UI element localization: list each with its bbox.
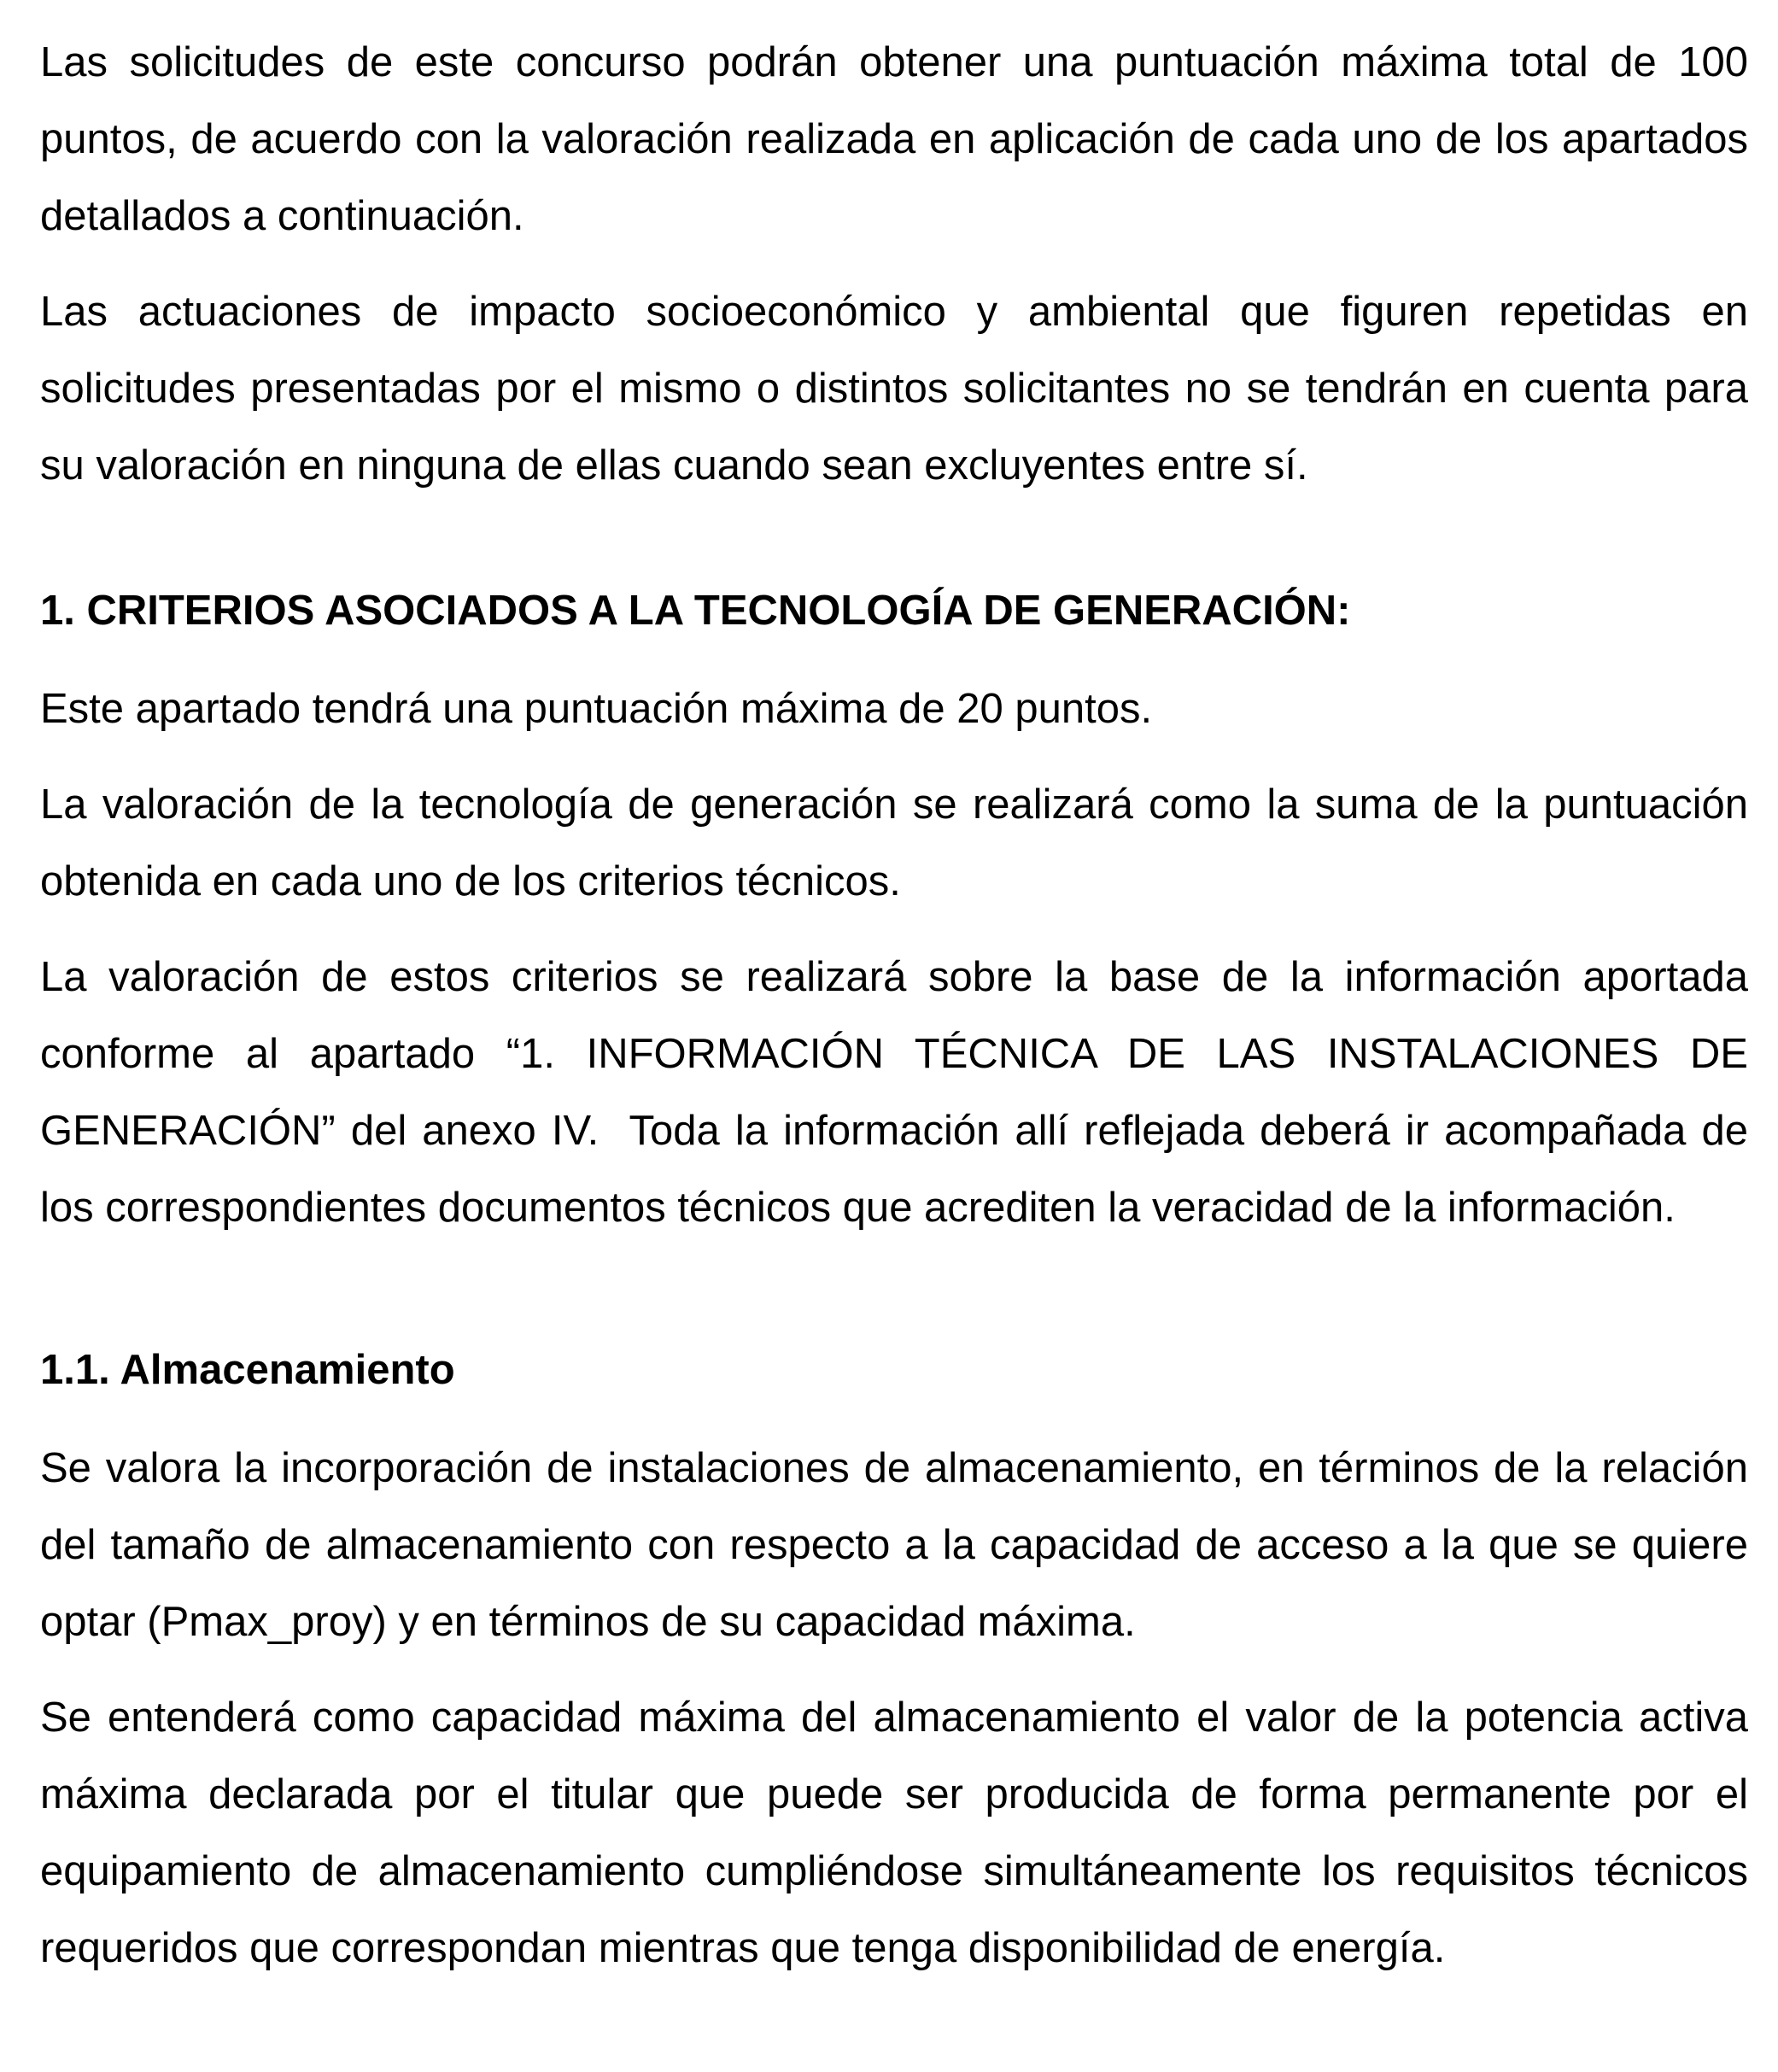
heading-subsection-1-1-almacenamiento: 1.1. Almacenamiento [40, 1347, 455, 1393]
paragraph-section-max-points: Este apartado tendrá una puntuación máxima de 20 puntos. [40, 686, 1153, 732]
paragraph-max-total-score: Las solicitudes de este concurso podrán obtener una puntuación máxima total de 100 puntos, de acuerdo con la valoración realizada en aplicación de cada uno de los apartados detallados a continuación. [40, 39, 1748, 239]
paragraph-valora-incorporacion-almacenamiento: Se valora la incorporación de instalaciones de almacenamiento, en términos de la relación del tamaño de almacenamiento con respecto a la capacidad de acceso a la que se quiere optar (Pmax_proy) y en términos de su capacidad máxima. [40, 1445, 1748, 1645]
paragraph-repeated-actions: Las actuaciones de impacto socioeconómico y ambiental que figuren repetidas en solicitudes presentadas por el mismo o distintos solicitantes no se tendrán en cuenta para su valoración en ninguna de ellas cuando sean excluyentes entre sí. [40, 289, 1748, 489]
paragraph-valoracion-criterios-anexo: La valoración de estos criterios se realizará sobre la base de la información aportada conforme al apartado “1. INFORMACIÓN TÉCNICA DE LAS INSTALACIONES DE GENERACIÓN” del anexo IV. Toda la información allí reflejada deberá ir acompañada de los correspondientes documentos técnicos que acrediten la veracidad de la información. [40, 954, 1748, 1231]
paragraph-valoracion-tecnologia: La valoración de la tecnología de generación se realizará como la suma de la puntuación obtenida en cada uno de los criterios técnicos. [40, 781, 1748, 904]
paragraph-capacidad-maxima-definicion: Se entenderá como capacidad máxima del almacenamiento el valor de la potencia activa máxima declarada por el titular que puede ser producida de forma permanente por el equipamiento de almacenamiento cumpliéndose simultáneamente los requisitos técnicos requeridos que correspondan mientras que tenga disponibilidad de energía. [40, 1694, 1748, 1971]
heading-section-1-criterios-tecnologia: 1. CRITERIOS ASOCIADOS A LA TECNOLOGÍA DE GENERACIÓN: [40, 588, 1351, 634]
